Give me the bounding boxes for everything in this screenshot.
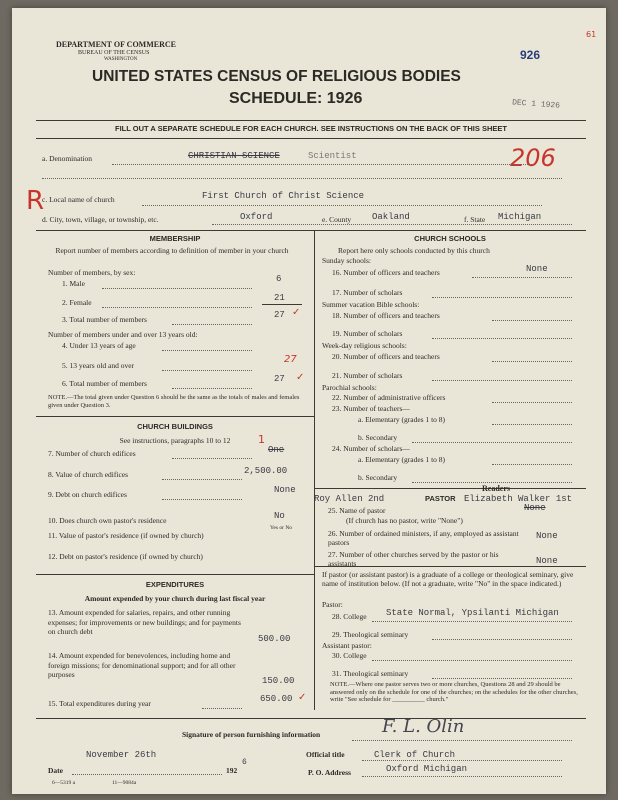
- q26-value: None: [536, 531, 558, 541]
- q14-label: 14. Amount expended for benevolences, including home and foreign missions; for denominational support; and for all other purposes: [48, 651, 236, 679]
- q31-label: 31. Theological seminary: [332, 669, 409, 678]
- summer-label: Summer vacation Bible schools:: [322, 300, 420, 309]
- q4-label: 4. Under 13 years of age: [62, 341, 136, 350]
- q23a-label: a. Elementary (grades 1 to 8): [358, 415, 446, 424]
- q25-value: None: [524, 503, 546, 513]
- signature: F. L. Olin: [382, 716, 465, 737]
- q28-value: State Normal, Ypsilanti Michigan: [386, 608, 559, 618]
- q29-label: 29. Theological seminary: [332, 630, 409, 639]
- q23b-label: b. Secondary: [358, 433, 398, 442]
- red-mark-r: R: [26, 186, 45, 216]
- q5-value: 27: [284, 354, 297, 365]
- q26-label: 26. Number of ordained ministers, if any, employed as assistant pastors: [328, 529, 519, 547]
- sunday-label: Sunday schools:: [322, 256, 371, 265]
- census-schedule-sheet: [12, 8, 606, 794]
- membership-title: MEMBERSHIP: [149, 234, 201, 243]
- schedule-number: 926: [520, 48, 541, 62]
- q21-label: 21. Number of scholars: [332, 371, 403, 380]
- q9-label: 9. Debt on church edifices: [48, 490, 127, 499]
- q14-value: 150.00: [262, 676, 295, 686]
- q28-label: 28. College: [332, 612, 367, 621]
- received-stamp: DEC 1 1926: [511, 98, 561, 111]
- q12-label: 12. Debt on pastor's residence (if owned by church): [48, 552, 203, 561]
- readers-label: Readers: [482, 484, 510, 493]
- assistant-pastor-label: Assistant pastor:: [322, 641, 372, 650]
- instruction-line: FILL OUT A SEPARATE SCHEDULE FOR EACH CHURCH. SEE INSTRUCTIONS ON THE BACK OF THIS SHEET: [115, 124, 507, 133]
- check-mark-icon: ✓: [298, 692, 307, 703]
- official-title-value: Clerk of Church: [374, 750, 456, 760]
- q20-label: 20. Number of officers and teachers: [332, 352, 440, 361]
- q8-value: 2,500.00: [244, 466, 288, 476]
- date-value: November 26th: [86, 750, 157, 760]
- under-over-label: Number of members under and over 13 years old:: [48, 330, 198, 339]
- q6-value: 27: [274, 374, 285, 384]
- q16-value: None: [526, 264, 548, 274]
- county-value: Oakland: [372, 212, 410, 222]
- official-title-label: Official title: [306, 750, 345, 759]
- church-label: c. Local name of church: [42, 195, 115, 204]
- q30-label: 30. College: [332, 651, 367, 660]
- city-label: WASHINGTON: [104, 57, 138, 62]
- buildings-title: CHURCH BUILDINGS: [137, 422, 213, 431]
- q2-label: 2. Female: [62, 298, 92, 307]
- schedule-title: SCHEDULE: 1926: [229, 90, 363, 107]
- q10-value: No: [274, 511, 285, 521]
- parochial-label: Parochial schools:: [322, 383, 377, 392]
- q7-label: 7. Number of church edifices: [48, 449, 136, 458]
- q9-value: None: [274, 485, 296, 495]
- q6-label: 6. Total number of members: [62, 379, 147, 388]
- church-name-value: First Church of Christ Science: [202, 191, 365, 201]
- bureau-label: BUREAU OF THE CENSUS: [78, 50, 150, 56]
- q16-label: 16. Number of officers and teachers: [332, 268, 440, 277]
- pastor-label: Pastor:: [322, 600, 343, 609]
- pastor-title: PASTOR: [425, 494, 456, 503]
- weekday-label: Week-day religious schools:: [322, 341, 407, 350]
- schools-title: CHURCH SCHOOLS: [414, 234, 486, 243]
- by-sex-label: Number of members, by sex:: [48, 268, 136, 277]
- city-value: Oxford: [240, 212, 273, 222]
- reader-2: Elizabeth Walker 1st: [464, 494, 573, 504]
- check-mark-icon: ✓: [292, 307, 301, 318]
- form-title: UNITED STATES CENSUS OF RELIGIOUS BODIES: [92, 68, 461, 85]
- q18-label: 18. Number of officers and teachers: [332, 311, 440, 320]
- q27-label: 27. Number of other churches served by the pastor or his assistants: [328, 550, 499, 568]
- expenditures-title: EXPENDITURES: [145, 580, 205, 589]
- year-prefix: 192: [226, 766, 238, 775]
- membership-note: NOTE.—The total given under Question 6 should be the same as the totals of males and females given under Question 3.: [48, 394, 300, 409]
- q3-value: 27: [274, 310, 285, 320]
- q15-label: 15. Total expenditures during year: [48, 699, 151, 708]
- q24a-label: a. Elementary (grades 1 to 8): [358, 455, 446, 464]
- q11-label: 11. Value of pastor's residence (if owned by church): [48, 531, 204, 540]
- q22-label: 22. Number of administrative officers: [332, 393, 446, 402]
- q24b-label: b. Secondary: [358, 473, 398, 482]
- q19-label: 19. Number of scholars: [332, 329, 403, 338]
- q5-label: 5. 13 years old and over: [62, 361, 135, 370]
- q3-label: 3. Total number of members: [62, 315, 147, 324]
- q27-value: None: [536, 556, 558, 566]
- q25-label: 25. Name of pastor: [328, 506, 386, 515]
- pastor-note: NOTE.—Where one pastor serves two or more churches, Questions 28 and 29 should be answered only on the schedule for one of the churches; on the schedules for the other churches, write "See schedule for __________ church.": [330, 681, 578, 703]
- red-count: 206: [510, 144, 556, 172]
- dept-label: DEPARTMENT OF COMMERCE: [56, 40, 177, 49]
- year-digit: 6: [242, 758, 247, 767]
- reader-1: Roy Allen 2nd: [314, 494, 385, 504]
- expenditures-subtitle: Amount expended by your church during last fiscal year: [84, 594, 266, 603]
- buildings-subtitle: See instructions, paragraphs 10 to 12: [119, 436, 231, 445]
- denomination-value: CHRISTIAN SCIENCE: [188, 151, 280, 161]
- denomination-crossed: Scientist: [308, 151, 357, 161]
- print-number: 11—9084a: [112, 780, 137, 786]
- q24-label: 24. Number of scholars—: [332, 444, 410, 453]
- state-value: Michigan: [498, 212, 542, 222]
- q15-value: 650.00: [260, 694, 293, 704]
- corner-mark: 61: [586, 30, 597, 39]
- q13-label: 13. Amount expended for salaries, repairs, and other running expenses; for improvements or new buildings; and for payments on church debt: [48, 608, 241, 636]
- q2-value: 21: [274, 293, 285, 303]
- form-number: 6—5319 a: [52, 780, 76, 786]
- schools-subtitle: Report here only schools conducted by this church: [338, 246, 490, 255]
- q25-note: (If church has no pastor, write "None"): [346, 516, 463, 525]
- q10-label: 10. Does church own pastor's residence: [48, 516, 167, 525]
- po-address-value: Oxford Michigan: [386, 764, 468, 774]
- check-mark-icon: ✓: [296, 372, 305, 383]
- state-label: f. State: [464, 215, 486, 224]
- q1-value: 6: [276, 274, 282, 284]
- q7-red-value: 1: [258, 433, 265, 446]
- date-label: Date: [48, 766, 63, 775]
- q13-value: 500.00: [258, 634, 291, 644]
- q8-label: 8. Value of church edifices: [48, 470, 129, 479]
- q10-hint: Yes or No: [270, 525, 293, 531]
- q17-label: 17. Number of scholars: [332, 288, 403, 297]
- q23-label: 23. Number of teachers—: [332, 404, 410, 413]
- q1-label: 1. Male: [62, 279, 85, 288]
- q7-value: One: [268, 445, 285, 455]
- city-field-label: d. City, town, village, or township, etc.: [42, 215, 159, 224]
- signature-label: Signature of person furnishing information: [182, 730, 321, 739]
- po-address-label: P. O. Address: [308, 768, 351, 777]
- denomination-label: a. Denomination: [42, 154, 92, 163]
- membership-subtitle: Report number of members according to definition of member in your church: [55, 246, 289, 255]
- graduate-note: If pastor (or assistant pastor) is a graduate of a college or theological seminary, give name of institution below. (If not a graduate, write "No" in the space indicated.): [322, 570, 574, 588]
- county-label: e. County: [322, 215, 352, 224]
